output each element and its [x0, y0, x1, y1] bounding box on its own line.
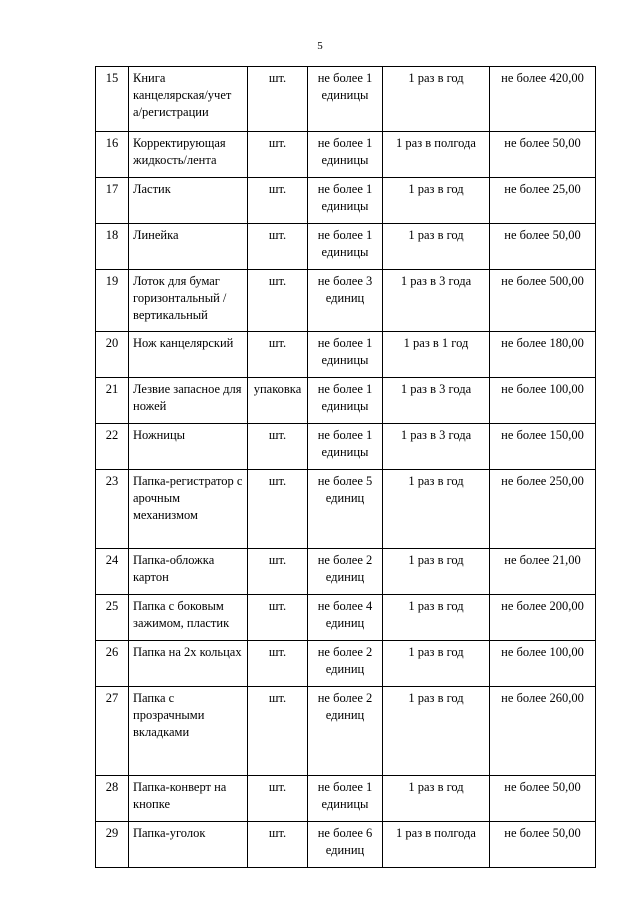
item-name: Папка на 2х кольцах — [129, 641, 248, 687]
item-name: Папка-конверт на кнопке — [129, 776, 248, 822]
table-row — [96, 776, 596, 822]
item-price: не более 50,00 — [490, 132, 596, 178]
table-row — [96, 595, 596, 641]
row-number: 22 — [96, 424, 129, 470]
row-number: 17 — [96, 178, 129, 224]
table-row — [96, 822, 596, 868]
item-price: не более 50,00 — [490, 224, 596, 270]
row-number: 26 — [96, 641, 129, 687]
item-unit: шт. — [248, 470, 308, 549]
item-quantity: не более 2 единиц — [308, 641, 383, 687]
item-price: не более 50,00 — [490, 822, 596, 868]
item-price: не более 500,00 — [490, 270, 596, 332]
table-row — [96, 378, 596, 424]
item-price: не более 180,00 — [490, 332, 596, 378]
item-name: Корректирующая жидкость/лента — [129, 132, 248, 178]
table-row — [96, 178, 596, 224]
item-price: не более 100,00 — [490, 641, 596, 687]
item-quantity: не более 5 единиц — [308, 470, 383, 549]
table-row — [96, 224, 596, 270]
table-row — [96, 424, 596, 470]
item-name: Линейка — [129, 224, 248, 270]
item-unit: шт. — [248, 270, 308, 332]
item-quantity: не более 4 единиц — [308, 595, 383, 641]
item-price: не более 200,00 — [490, 595, 596, 641]
row-number: 23 — [96, 470, 129, 549]
item-unit: шт. — [248, 687, 308, 776]
item-quantity: не более 2 единиц — [308, 687, 383, 776]
item-name: Папка-обложка картон — [129, 549, 248, 595]
item-unit: шт. — [248, 132, 308, 178]
item-frequency: 1 раз в 3 года — [383, 424, 490, 470]
item-price: не более 250,00 — [490, 470, 596, 549]
row-number: 16 — [96, 132, 129, 178]
item-quantity: не более 3 единиц — [308, 270, 383, 332]
item-price: не более 100,00 — [490, 378, 596, 424]
row-number: 28 — [96, 776, 129, 822]
item-quantity: не более 2 единиц — [308, 549, 383, 595]
item-quantity: не более 1 единицы — [308, 332, 383, 378]
page-number: 5 — [317, 40, 323, 52]
item-unit: упаковка — [248, 378, 308, 424]
row-number: 18 — [96, 224, 129, 270]
row-number: 21 — [96, 378, 129, 424]
row-number: 15 — [96, 67, 129, 132]
item-quantity: не более 1 единицы — [308, 424, 383, 470]
item-frequency: 1 раз в год — [383, 595, 490, 641]
item-name: Лезвие запасное для ножей — [129, 378, 248, 424]
item-quantity: не более 1 единицы — [308, 776, 383, 822]
table-row — [96, 641, 596, 687]
item-frequency: 1 раз в год — [383, 776, 490, 822]
item-unit: шт. — [248, 332, 308, 378]
item-frequency: 1 раз в год — [383, 178, 490, 224]
item-quantity: не более 1 единицы — [308, 67, 383, 132]
item-unit: шт. — [248, 549, 308, 595]
table-row — [96, 549, 596, 595]
supplies-table — [95, 66, 596, 868]
item-name: Папка-уголок — [129, 822, 248, 868]
item-frequency: 1 раз в полгода — [383, 132, 490, 178]
table-row — [96, 270, 596, 332]
item-price: не более 50,00 — [490, 776, 596, 822]
table-row — [96, 470, 596, 549]
item-unit: шт. — [248, 178, 308, 224]
item-frequency: 1 раз в год — [383, 549, 490, 595]
item-name: Книга канцелярская/учет а/регистрации — [129, 67, 248, 132]
item-price: не более 150,00 — [490, 424, 596, 470]
row-number: 29 — [96, 822, 129, 868]
item-quantity: не более 6 единиц — [308, 822, 383, 868]
item-unit: шт. — [248, 776, 308, 822]
table-row — [96, 67, 596, 132]
item-quantity: не более 1 единицы — [308, 224, 383, 270]
item-price: не более 25,00 — [490, 178, 596, 224]
item-frequency: 1 раз в год — [383, 687, 490, 776]
row-number: 19 — [96, 270, 129, 332]
item-price: не более 21,00 — [490, 549, 596, 595]
item-name: Папка-регистратор с арочным механизмом — [129, 470, 248, 549]
row-number: 27 — [96, 687, 129, 776]
item-price: не более 260,00 — [490, 687, 596, 776]
item-name: Папка с прозрачными вкладками — [129, 687, 248, 776]
item-frequency: 1 раз в 3 года — [383, 378, 490, 424]
item-quantity: не более 1 единицы — [308, 178, 383, 224]
item-frequency: 1 раз в год — [383, 67, 490, 132]
row-number: 25 — [96, 595, 129, 641]
item-frequency: 1 раз в год — [383, 641, 490, 687]
item-frequency: 1 раз в 3 года — [383, 270, 490, 332]
item-quantity: не более 1 единицы — [308, 132, 383, 178]
item-frequency: 1 раз в год — [383, 470, 490, 549]
item-unit: шт. — [248, 822, 308, 868]
item-price: не более 420,00 — [490, 67, 596, 132]
item-quantity: не более 1 единицы — [308, 378, 383, 424]
item-name: Ластик — [129, 178, 248, 224]
item-name: Нож канцелярский — [129, 332, 248, 378]
item-frequency: 1 раз в год — [383, 224, 490, 270]
item-unit: шт. — [248, 67, 308, 132]
item-name: Папка с боковым зажимом, пластик — [129, 595, 248, 641]
item-frequency: 1 раз в 1 год — [383, 332, 490, 378]
table-row — [96, 332, 596, 378]
item-unit: шт. — [248, 641, 308, 687]
item-name: Лоток для бумаг горизонтальный / вертикальный — [129, 270, 248, 332]
item-frequency: 1 раз в полгода — [383, 822, 490, 868]
item-unit: шт. — [248, 424, 308, 470]
row-number: 24 — [96, 549, 129, 595]
item-name: Ножницы — [129, 424, 248, 470]
table-row — [96, 132, 596, 178]
item-unit: шт. — [248, 224, 308, 270]
table-row — [96, 687, 596, 776]
item-unit: шт. — [248, 595, 308, 641]
row-number: 20 — [96, 332, 129, 378]
